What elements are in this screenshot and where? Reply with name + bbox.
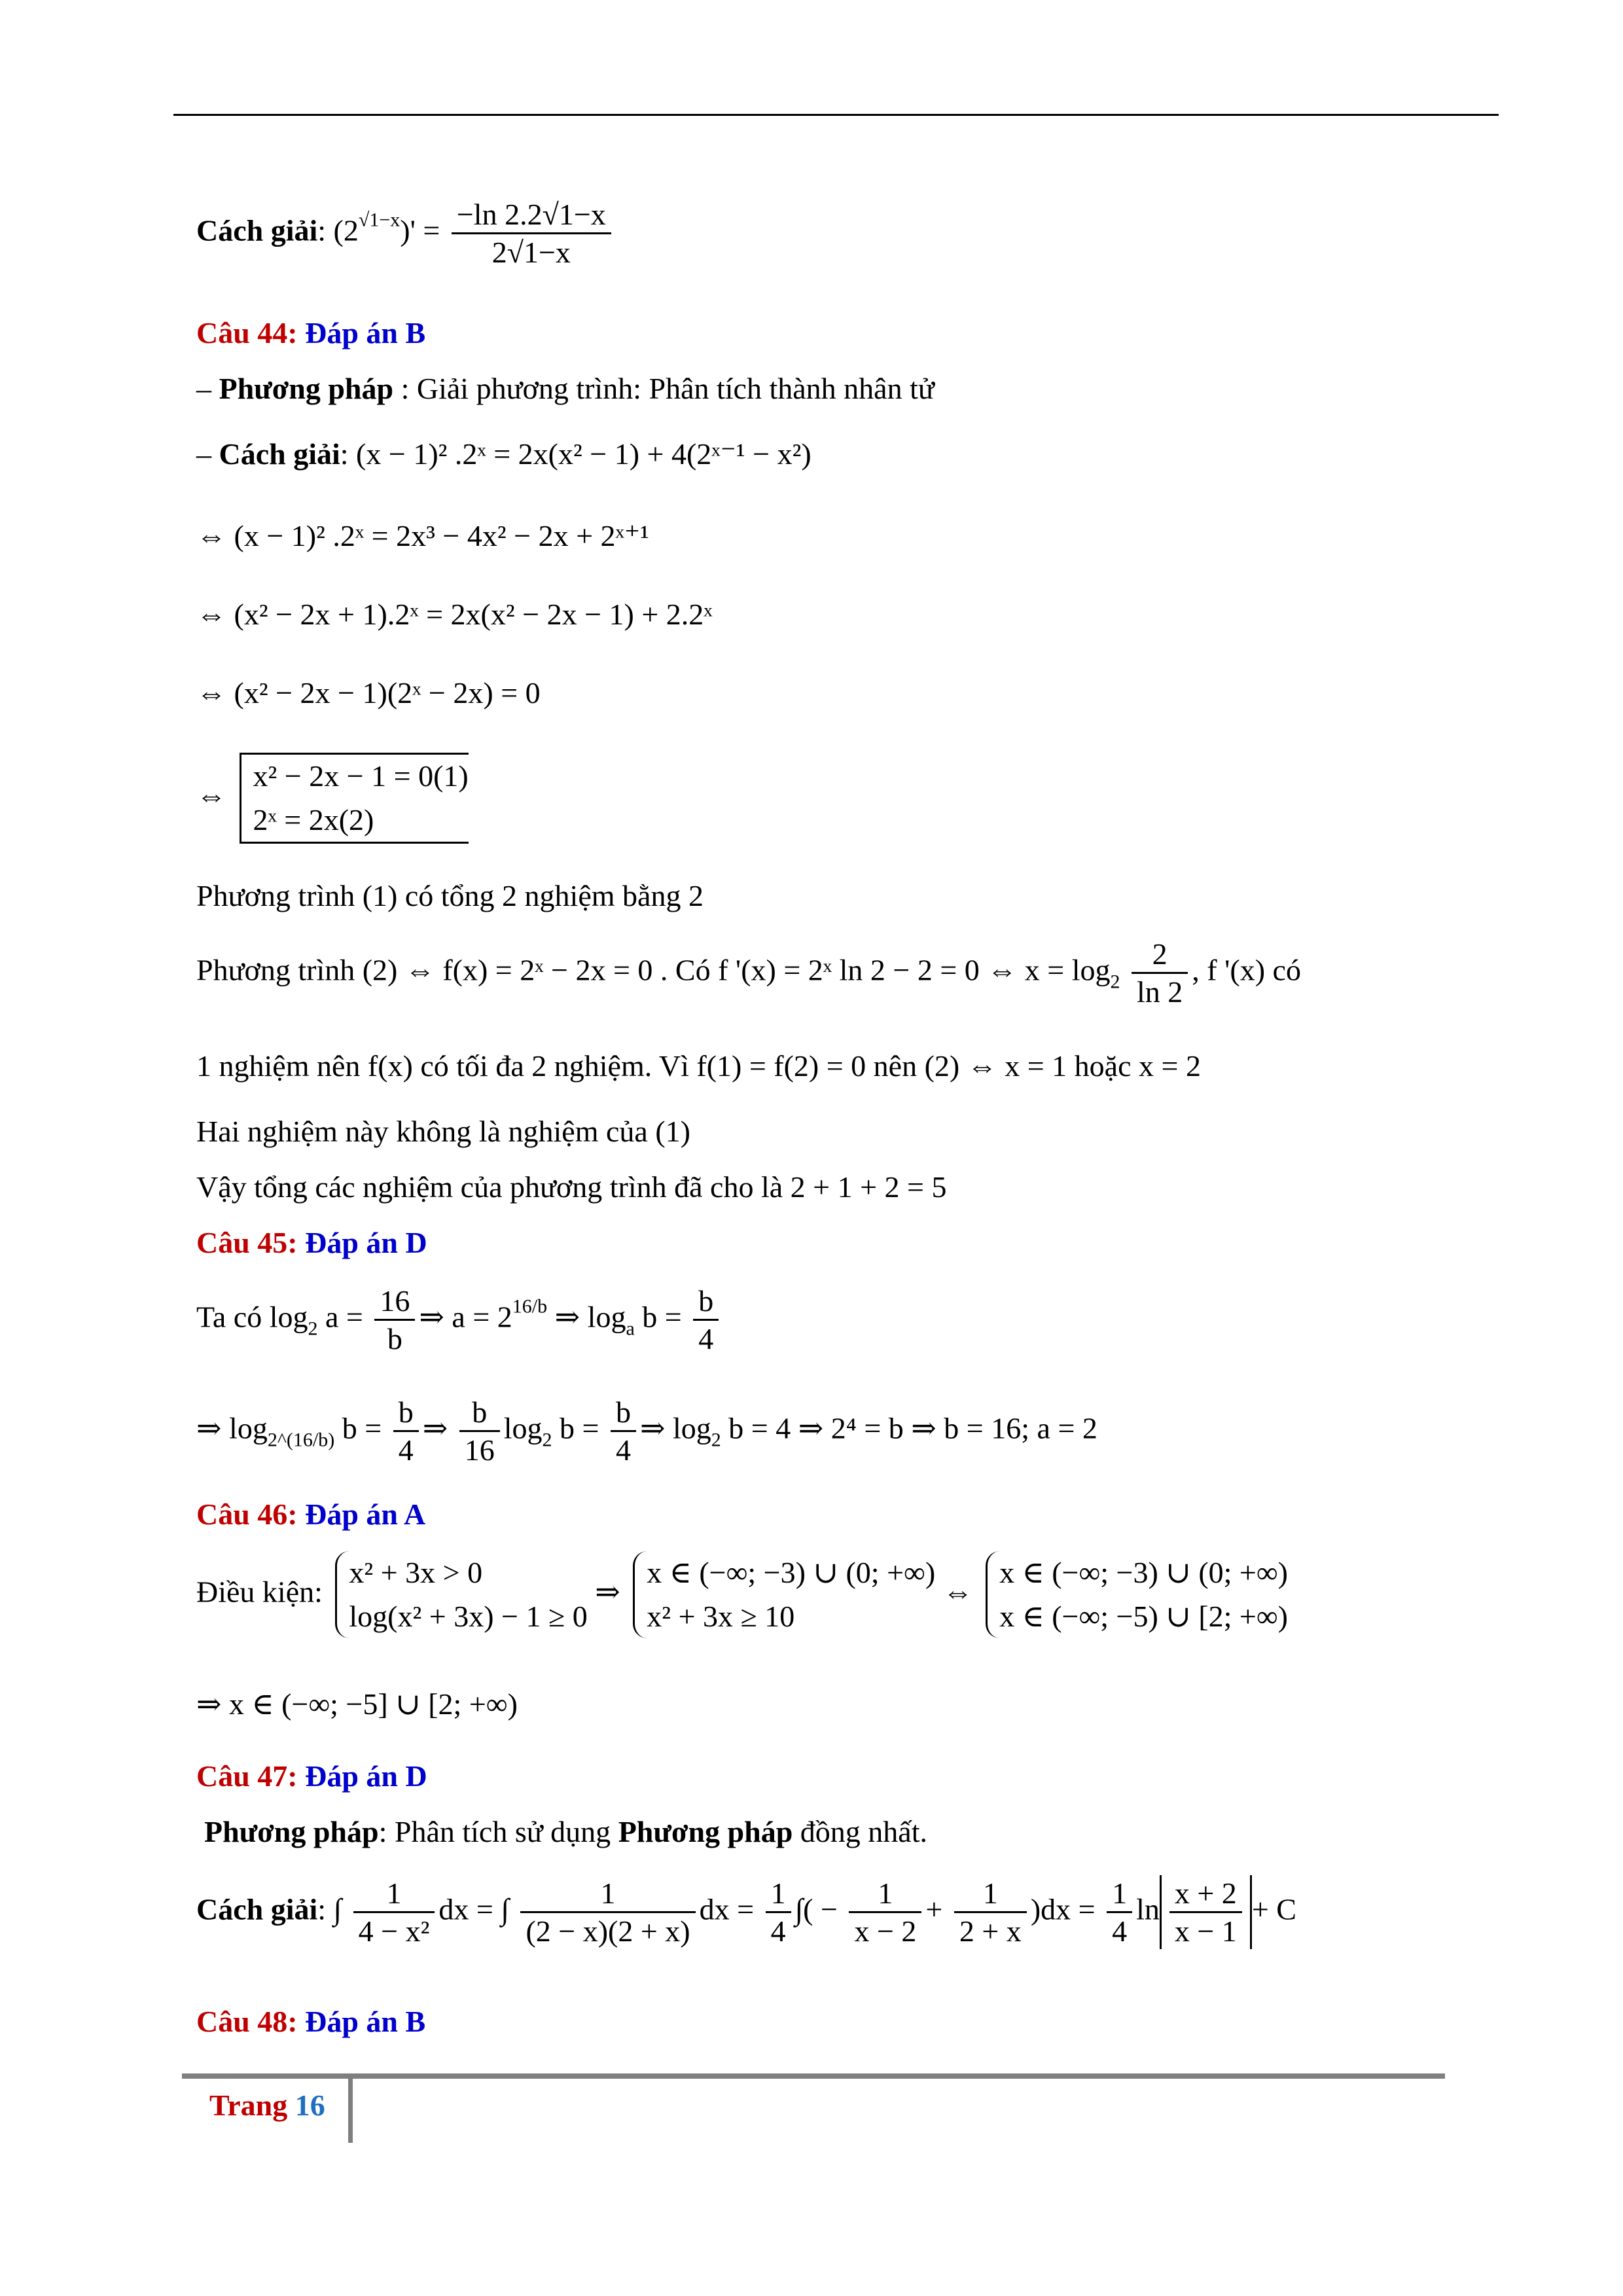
absolute-value: $\frac{x + 2}{x - 1}$ [1160, 1875, 1252, 1949]
method-line-47: Phương pháp: Phân tích sử dụng Phương pháp đồng nhất. [204, 1815, 927, 1848]
footer-divider [348, 2079, 353, 2143]
equation-system-44: ⇔ x² − 2x − 1 = 0(1) 2ˣ = 2x(2) [196, 753, 469, 844]
header-rule [173, 114, 1499, 116]
page-number: Trang 16 [209, 2089, 325, 2122]
text-line-3: 1 nghiệm nên f(x) có tối đa 2 nghiệm. Vì f(1) = f(2) = 0 nên (2) ⇔ x = 1 hoặc x = 2 [196, 1049, 1201, 1083]
bracket-system: x² − 2x − 1 = 0(1) 2ˣ = 2x(2) [240, 753, 469, 844]
text-line-5: Vậy tổng các nghiệm của phương trình đã cho là 2 + 1 + 2 = 5 [196, 1170, 947, 1204]
fraction: $\frac{-\ln 2.2√1-x}{2√1-x}$ [452, 196, 611, 270]
solution-line-45-2: ⇒ $\log_{2\^{}(16/b)} b$ = $\frac{b}{4}$ ⇒ $\frac{b}{16}$ $\log_2 b$ = $\frac{b}{4}$ ⇒ $\log_2 b = 4$ ⇒ 2⁴ = b ⇒ b = 16; a = 2 [196, 1395, 1097, 1467]
method-line-44: – Phương pháp : Giải phương trình: Phân tích thành nhân tử [196, 372, 935, 405]
equation-line-3: ⇔ (x² − 2x − 1)(2ˣ − 2x) = 0 [196, 676, 541, 709]
label-cach-giai: Cách giải [196, 213, 318, 247]
question-heading-46: Câu 46: Đáp án A [196, 1498, 426, 1531]
question-heading-48: Câu 48: Đáp án B [196, 2005, 426, 2038]
condition-system-46: Điều kiện: x² + 3x > 0 log(x² + 3x) − 1 ≥ 0 ⇒ x ∈ (−∞; −3) ∪ (0; +∞) x² + 3x ≥ 10 ⇔ x ∈ (−∞; −3) ∪ (0; +∞) x ∈ (−∞; −5) ∪ [2; +∞) [196, 1551, 1288, 1638]
equation-line-1: ⇔ (x − 1)² .2ˣ = 2x³ − 4x² − 2x + 2ˣ⁺¹ [196, 519, 649, 552]
solution-line-45-1: Ta có $\log_2 a$ = $\frac{16}{b}$ ⇒ $a = 2^{16/b}$ ⇒ $\log_a b$ = $\frac{b}{4}$ [196, 1283, 722, 1357]
solution-line-44-1: – Cách giải: (x − 1)² .2ˣ = 2x(x² − 1) + 4(2ˣ⁻¹ − x²) [196, 437, 812, 471]
solution-line-47: Cách giải: ∫ $\frac{1}{\text{4 − x²}}$ dx = ∫ $\frac{1}{(2 - x)(2 + x)}$ dx = $\frac{1}{4}$ ∫( − $\frac{1}{x - 2}$ + $\frac{1}{2 + x}$ )dx = $\frac{1}{4}$ ln $\frac{x + 2}{x - 1}$ + C [196, 1875, 1296, 1949]
footer-rule [182, 2073, 1445, 2079]
text-line-4: Hai nghiệm này không là nghiệm của (1) [196, 1115, 690, 1148]
question-heading-45: Câu 45: Đáp án D [196, 1226, 427, 1259]
equation-line-2: ⇔ (x² − 2x + 1).2ˣ = 2x(x² − 2x − 1) + 2.2ˣ [196, 598, 713, 631]
solution-line-1: Cách giải: $(2^{√1-x})'$ = $\frac{-\ln 2.2√1-x}{2√1-x}$ [196, 196, 615, 270]
text-line-2: Phương trình (2) ⇔ f(x) = 2ˣ − 2x = 0 . Có f '(x) = 2ˣ ln 2 − 2 = 0 ⇔ $x = \log_2$ $\frac{2}{\ln 2}$ , f '(x) có [196, 937, 1301, 1009]
question-heading-44: Câu 44: Đáp án B [196, 316, 426, 350]
result-line-46: ⇒ x ∈ (−∞; −5] ∪ [2; +∞) [196, 1687, 518, 1721]
text-line-1: Phương trình (1) có tổng 2 nghiệm bằng 2 [196, 879, 704, 912]
question-heading-47: Câu 47: Đáp án D [196, 1759, 427, 1793]
